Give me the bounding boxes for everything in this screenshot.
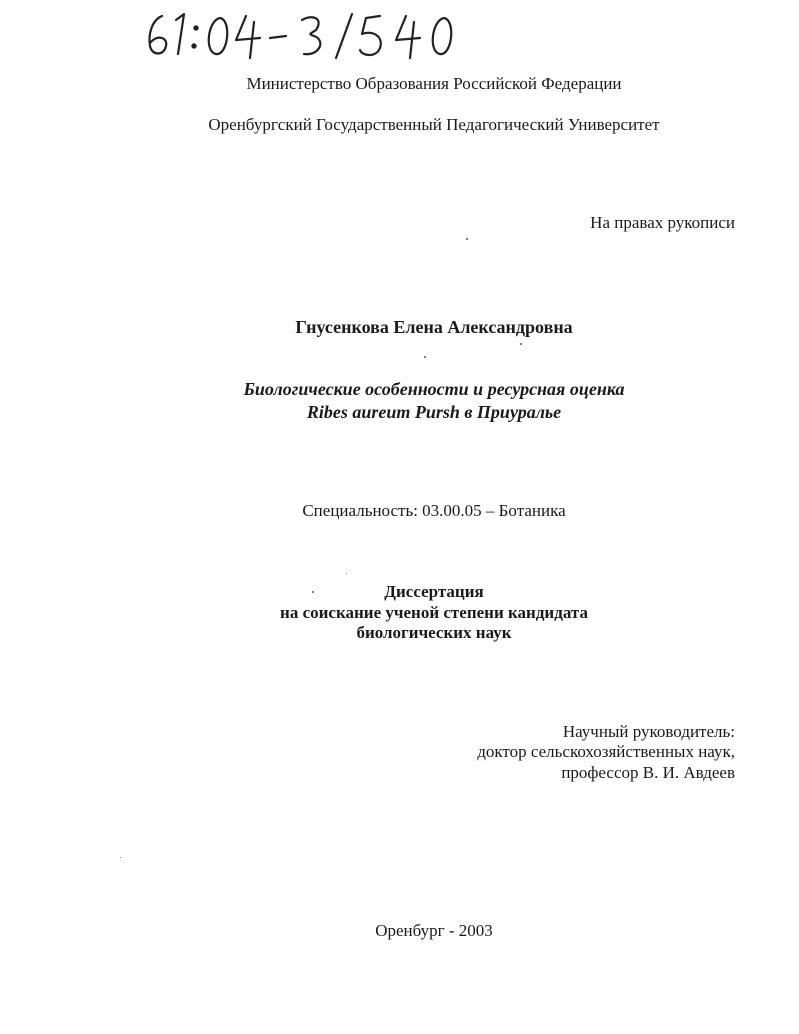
dissertation-label: Диссертация: [384, 582, 484, 601]
degree-line-2: биологических наук: [356, 623, 512, 642]
scan-speck: [520, 343, 522, 345]
handwritten-archive-number: [140, 6, 480, 64]
ministry-name: Министерство Образования Российской Федерации: [246, 74, 622, 93]
supervisor-label: Научный руководитель:: [562, 722, 735, 741]
supervisor-degree: доктор сельскохозяйственных наук,: [477, 742, 735, 761]
thesis-title-line-1: Биологические особенности и ресурсная оценка: [243, 379, 625, 399]
manuscript-rights-note: На правах рукописи: [590, 213, 735, 232]
author-name: Гнусенкова Елена Александровна: [295, 317, 573, 337]
scan-speck: [312, 591, 314, 593]
thesis-title-line-2: Ribes aureum Pursh в Приуралье: [306, 402, 562, 422]
city-year: Оренбург - 2003: [375, 921, 493, 940]
scan-speck: [120, 857, 121, 858]
scan-speck: [424, 356, 426, 358]
handwritten-archive-number-drawing: [140, 6, 480, 64]
university-name: Оренбургский Государственный Педагогический Университет: [208, 115, 660, 134]
scan-speck: [346, 573, 347, 574]
scan-speck: [466, 238, 468, 240]
specialty: Специальность: 03.00.05 – Ботаника: [302, 501, 566, 520]
degree-line-1: на соискание ученой степени кандидата: [280, 603, 588, 622]
supervisor-name: профессор В. И. Авдеев: [561, 763, 735, 782]
